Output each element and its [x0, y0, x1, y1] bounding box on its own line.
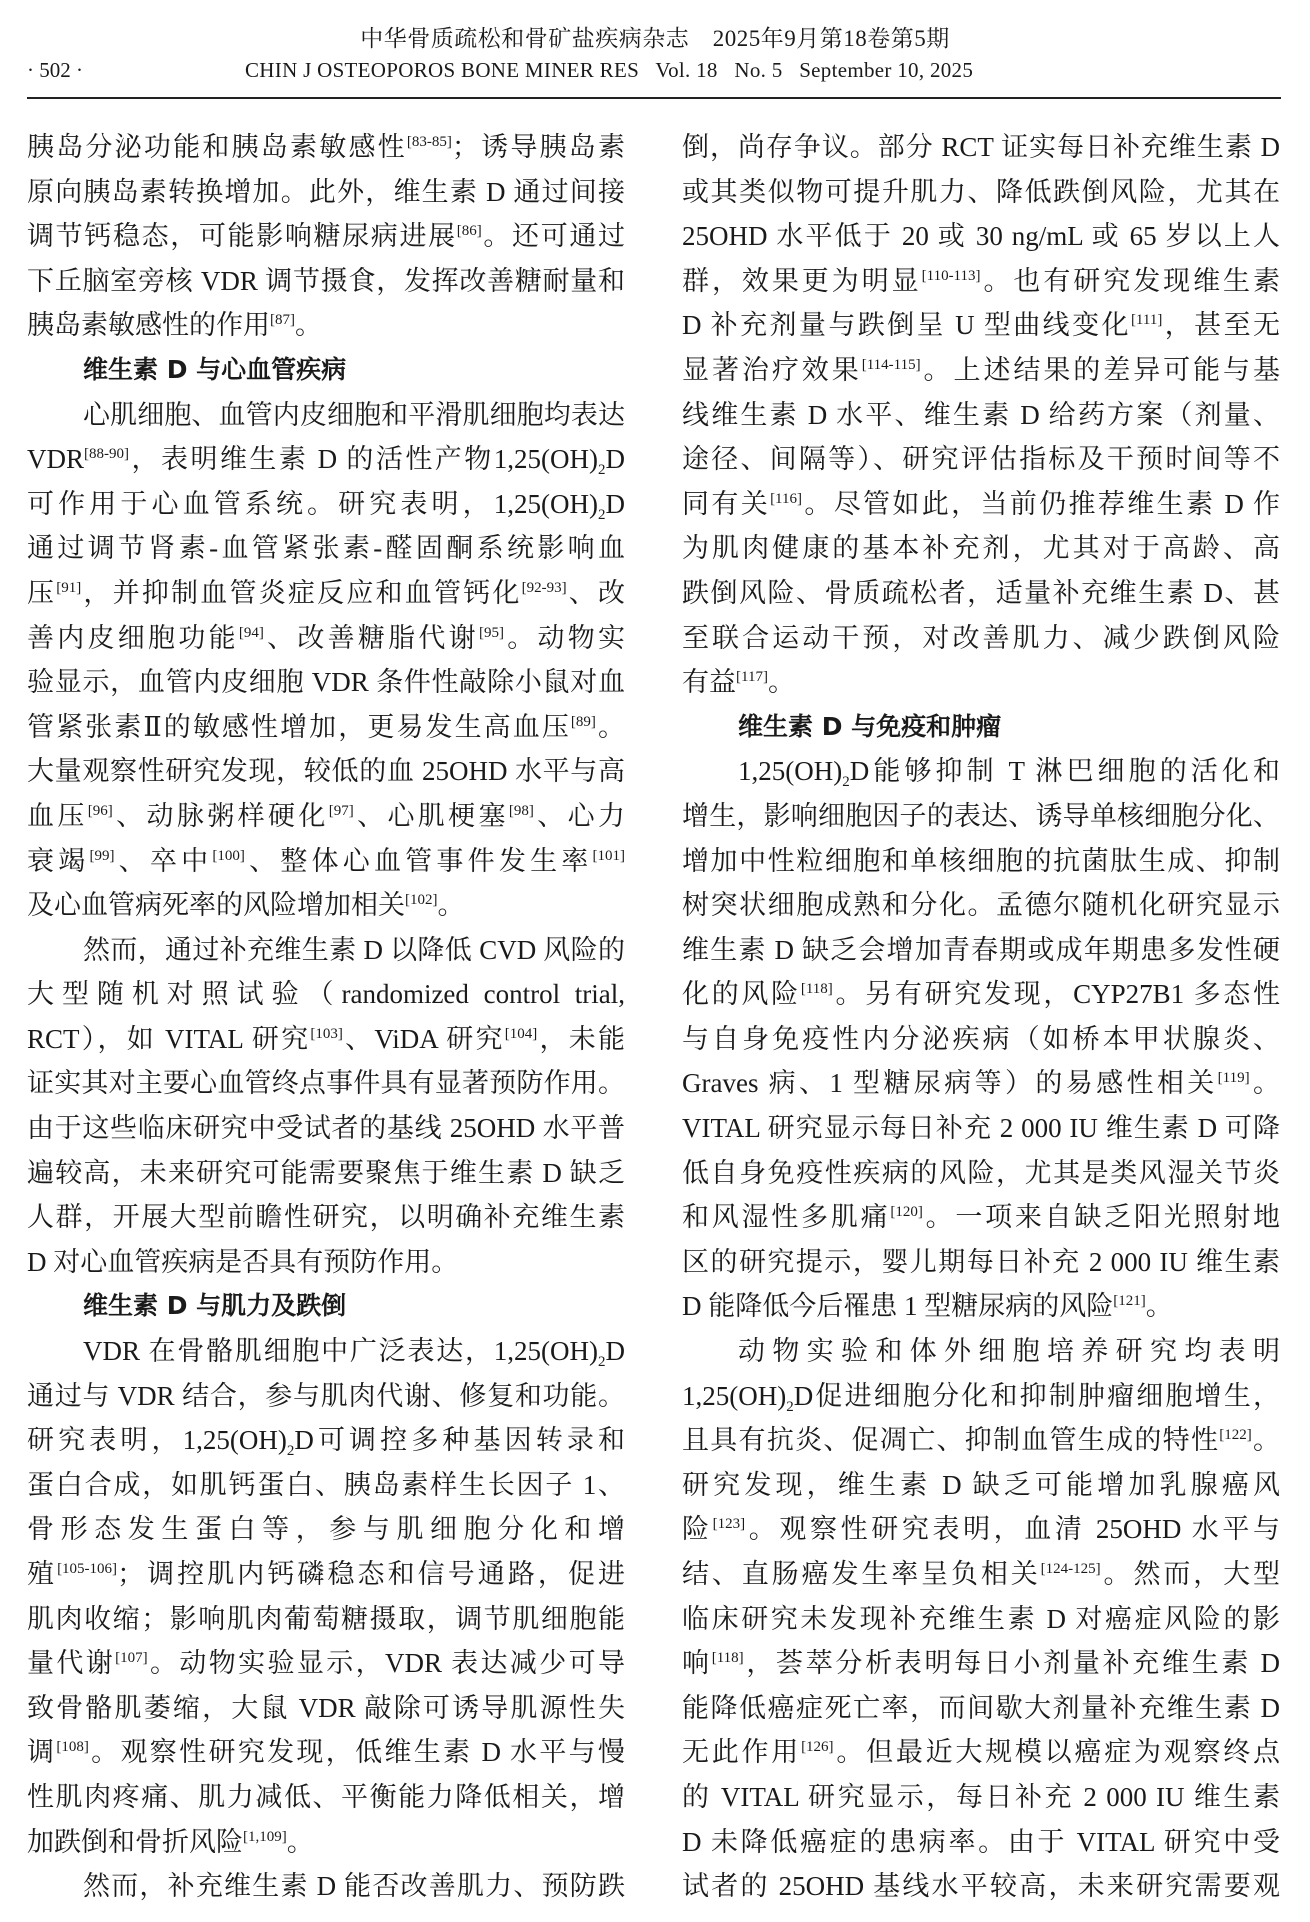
text-line [682, 1820, 1280, 1865]
text-line [27, 1641, 625, 1686]
text-line [27, 1686, 625, 1731]
text-run: 。 [286, 1826, 314, 1857]
text-run: 调 [27, 1737, 57, 1768]
text-line [27, 1061, 625, 1106]
text-run: D [605, 1336, 625, 1367]
text-run: 和风湿性多肌痛 [682, 1202, 891, 1233]
journal-title-en: CHIN J OSTEOPOROS BONE MINER RES Vol. 18 No. 5 September 10, 2025 [245, 58, 974, 82]
text-run: 、动脉粥样硬化 [112, 800, 329, 831]
text-line [682, 1641, 1280, 1686]
text-line [682, 303, 1280, 348]
text-run: 然而，通过补充维生素 D 以降低 CVD 风险的 [83, 934, 625, 965]
text-line [682, 1195, 1280, 1240]
text-run: 1,25(OH) [738, 756, 843, 787]
text-line [682, 883, 1280, 928]
text-run: 。观察性研究发现，低维生素 D 水平与慢 [88, 1737, 626, 1768]
citation-ref: [120] [890, 1204, 923, 1221]
text-run: 或其类似物可提升肌力、降低跌倒风险，尤其在 [682, 176, 1280, 207]
text-line [682, 1017, 1280, 1062]
text-line [682, 571, 1280, 616]
text-run: 下丘脑室旁核 VDR 调节摄食，发挥改善糖耐量和 [27, 265, 625, 296]
text-line [27, 1195, 625, 1240]
citation-ref: [110-113] [921, 267, 981, 284]
text-run: 与自身免疫性内分泌疾病（如桥本甲状腺炎、 [682, 1023, 1280, 1054]
text-line [27, 883, 625, 928]
text-line [27, 839, 625, 884]
text-run: 加跌倒和骨折风险 [27, 1826, 243, 1857]
text-run: 、改善糖脂代谢 [263, 622, 479, 653]
citation-ref: [101] [592, 847, 626, 864]
text-run: 胰岛素敏感性的作用 [27, 310, 270, 341]
text-line [682, 437, 1280, 482]
text-line [27, 482, 625, 527]
citation-ref: [94] [238, 624, 264, 641]
text-line [682, 616, 1280, 661]
text-run: 血压 [27, 800, 88, 831]
text-run: 树突状细胞成熟和分化。孟德尔随机化研究显示 [682, 890, 1280, 921]
text-run: 显著治疗效果 [682, 354, 862, 385]
text-run: 。也有研究发现维生素 [980, 265, 1281, 296]
text-line [27, 1507, 625, 1552]
text-run: 群，效果更为明显 [682, 265, 922, 296]
citation-ref: [103] [310, 1025, 343, 1042]
citation-ref: [107] [115, 1650, 148, 1667]
text-line [27, 794, 625, 839]
text-run: 肌肉收缩；影响肌肉葡萄糖摄取，调节肌细胞能 [27, 1603, 625, 1634]
text-run: 区的研究提示，婴儿期每日补充 2 000 IU 维生素 [682, 1246, 1280, 1277]
text-line [27, 1240, 625, 1285]
subscript: 2 [598, 462, 606, 479]
text-line [682, 1775, 1280, 1820]
text-line [27, 393, 625, 438]
left-column [27, 125, 625, 1909]
text-run: 遍较高，未来研究可能需要聚焦于维生素 D 缺乏 [27, 1157, 625, 1188]
text-line [27, 928, 625, 973]
subscript: 2 [286, 1443, 295, 1460]
text-run: 由于这些临床研究中受试者的基线 25OHD 水平普 [27, 1113, 625, 1144]
text-run: 研究发现，维生素 D 缺乏可能增加乳腺癌风 [682, 1469, 1280, 1500]
text-run: RCT），如 VITAL 研究 [27, 1023, 311, 1054]
text-line [27, 705, 625, 750]
text-line [27, 1775, 625, 1820]
text-run: 可作用于心血管系统。研究表明，1,25(OH) [27, 488, 598, 519]
text-line [682, 794, 1280, 839]
text-run: 压 [27, 577, 57, 608]
text-run: ，未能 [537, 1023, 626, 1054]
text-run: 无此作用 [682, 1737, 802, 1768]
text-run: D促进细胞分化和抑制肿瘤细胞增生， [793, 1380, 1280, 1411]
citation-ref: [100] [212, 847, 245, 864]
text-line [682, 1463, 1280, 1508]
text-run: ，甚至无 [1162, 310, 1280, 341]
citation-ref: [117] [736, 669, 768, 686]
text-run: 倒，尚存争议。部分 RCT 证实每日补充维生素 D [682, 132, 1280, 162]
text-line [27, 1017, 625, 1062]
text-line [27, 170, 625, 215]
text-run: D [605, 488, 625, 519]
citation-ref: [92-93] [521, 579, 567, 596]
text-run: ，荟萃分析表明每日小剂量补充维生素 D [743, 1648, 1281, 1679]
text-run: 增加中性粒细胞和单核细胞的抗菌肽生成、抑制 [682, 845, 1280, 876]
citation-ref: [86] [456, 223, 482, 240]
text-line [682, 348, 1280, 393]
text-line [682, 1106, 1280, 1151]
citation-ref: [83-85] [406, 134, 452, 150]
text-run: 。 [1249, 1068, 1280, 1099]
citation-ref: [91] [56, 579, 82, 596]
text-run: 原向胰岛素转换增加。此外，维生素 D 通过间接 [27, 176, 625, 207]
text-line [27, 571, 625, 616]
text-run: 研究表明，1,25(OH) [27, 1425, 287, 1456]
citation-ref: [121] [1113, 1293, 1146, 1310]
text-run: 心肌细胞、血管内皮细胞和平滑肌细胞均表达 [83, 399, 625, 430]
text-run: 险 [682, 1514, 713, 1545]
text-run: 、整体心血管事件发生率 [244, 845, 593, 876]
text-line [682, 393, 1280, 438]
text-line [27, 1329, 625, 1374]
text-line [27, 1151, 625, 1196]
text-run: D可调控多种基因转录和 [294, 1425, 626, 1456]
text-run: D 对心血管疾病是否具有预防作用。 [27, 1246, 459, 1277]
text-run: 试者的 25OHD 基线水平较高，未来研究需要观 [682, 1871, 1280, 1902]
text-run: 维生素 D 与免疫和肿瘤 [738, 711, 1002, 741]
text-run: ，表明维生素 D 的活性产物1,25(OH) [129, 444, 598, 475]
text-run: 。动物实 [503, 622, 626, 653]
text-run: 通过与 VDR 结合，参与肌肉代谢、修复和功能。 [27, 1380, 625, 1411]
text-run: 的 VITAL 研究显示，每日补充 2 000 IU 维生素 [682, 1781, 1280, 1812]
text-line [682, 1418, 1280, 1463]
text-run: 动物实验和体外细胞培养研究均表明 [738, 1336, 1280, 1367]
text-run: 通过调节肾素-血管紧张素-醛固酮系统影响血 [27, 533, 625, 564]
text-run: D [605, 444, 625, 475]
citation-ref: [105-106] [57, 1561, 118, 1577]
text-run: 。观察性研究表明，血清 25OHD 水平与 [745, 1514, 1281, 1545]
text-line [682, 170, 1280, 215]
text-run: 低自身免疫性疾病的风险，尤其是类风湿关节炎 [682, 1157, 1280, 1188]
text-run: 至联合运动干预，对改善肌力、减少跌倒风险 [682, 622, 1280, 653]
citation-ref: [89] [570, 713, 596, 730]
text-line [27, 259, 625, 304]
text-line [682, 482, 1280, 527]
text-run: 维生素 D 与心血管疾病 [83, 354, 347, 384]
section-heading [27, 348, 625, 393]
citation-ref: [1,109] [243, 1828, 287, 1845]
text-run: 、改 [566, 577, 626, 608]
citation-ref: [118] [711, 1650, 744, 1667]
text-line [682, 526, 1280, 571]
text-run: 管紧张素Ⅱ的敏感性增加，更易发生高血压 [27, 711, 571, 742]
text-run: 然而，补充维生素 D 能否改善肌力、预防跌 [83, 1871, 625, 1902]
text-run: 。上述结果的差异可能与基 [920, 354, 1281, 385]
citation-ref: [118] [800, 981, 833, 998]
citation-ref: [116] [770, 490, 802, 507]
text-line [27, 1552, 625, 1597]
text-line [682, 972, 1280, 1017]
text-run: ，并抑制血管炎症反应和血管钙化 [81, 577, 522, 608]
text-run: 。 [767, 667, 795, 698]
text-run: 。动物实验显示，VDR 表达减少可导 [147, 1648, 625, 1679]
citation-ref: [96] [87, 802, 113, 819]
text-run: 蛋白合成，如肌钙蛋白、胰岛素样生长因子 1、 [27, 1469, 625, 1500]
text-run: 衰竭 [27, 845, 90, 876]
text-run: 调节钙稳态，可能影响糖尿病进展 [27, 221, 457, 252]
text-run: 有益 [682, 667, 736, 698]
text-run: 。另有研究发现，CYP27B1 多态性 [832, 979, 1280, 1010]
text-line [682, 1864, 1280, 1909]
text-line [682, 125, 1280, 170]
text-run: 跌倒风险、骨质疏松者，适量补充维生素 D、甚 [682, 577, 1280, 608]
text-run: 增生，影响细胞因子的表达、诱导单核细胞分化、 [682, 800, 1280, 831]
text-run: 大量观察性研究发现，较低的血 25OHD 水平与高 [27, 756, 625, 787]
text-run: 临床研究未发现补充维生素 D 对癌症风险的影 [682, 1603, 1280, 1634]
section-heading [682, 705, 1280, 750]
subscript: 2 [786, 1398, 794, 1415]
citation-ref: [97] [328, 802, 354, 819]
text-line [27, 660, 625, 705]
text-run: 。 [595, 711, 626, 742]
text-run: D 能降低今后罹患 1 型糖尿病的风险 [682, 1291, 1114, 1322]
right-column [682, 125, 1280, 1909]
citation-ref: [95] [478, 624, 504, 641]
text-run: 结、直肠癌发生率呈负相关 [682, 1559, 1041, 1589]
section-heading [27, 1284, 625, 1329]
text-run: 致骨骼肌萎缩，大鼠 VDR 敲除可诱导肌源性失 [27, 1692, 625, 1723]
text-line [27, 1418, 625, 1463]
citation-ref: [123] [712, 1516, 746, 1533]
text-line [27, 437, 625, 482]
text-line [27, 616, 625, 661]
text-run: Graves 病、1 型糖尿病等）的易感性相关 [682, 1068, 1218, 1099]
text-line [682, 839, 1280, 884]
citation-ref: [98] [508, 802, 534, 819]
text-run: 、心力 [533, 800, 626, 831]
subscript: 2 [598, 506, 606, 523]
text-run: 证实其对主要心血管终点事件具有显著预防作用。 [27, 1068, 625, 1099]
text-line [682, 259, 1280, 304]
text-run: D 补充剂量与跌倒呈 U 型曲线变化 [682, 310, 1131, 341]
citation-ref: [114-115] [861, 356, 921, 373]
text-line [682, 1329, 1280, 1374]
citation-ref: [99] [89, 847, 115, 864]
text-line [682, 928, 1280, 973]
header-rule [27, 97, 1281, 99]
citation-ref: [108] [56, 1739, 89, 1756]
text-run: 。还可通过 [481, 221, 625, 252]
text-run: 维生素 D 与肌力及跌倒 [83, 1291, 347, 1321]
subscript: 2 [842, 774, 850, 791]
text-line [27, 972, 625, 1017]
citation-ref: [119] [1217, 1070, 1250, 1087]
text-line [682, 1507, 1280, 1552]
text-line [27, 749, 625, 794]
text-run: 线维生素 D 水平、维生素 D 给药方案（剂量、 [682, 399, 1280, 430]
citation-ref: [122] [1219, 1427, 1252, 1444]
citation-ref: [102] [405, 892, 438, 909]
text-run: 、卒中 [114, 845, 213, 876]
text-run: 且具有抗炎、促凋亡、抑制血管生成的特性 [682, 1425, 1220, 1456]
citation-ref: [126] [801, 1739, 834, 1756]
subscript: 2 [598, 1354, 606, 1371]
text-run: 途径、间隔等）、研究评估指标及干预时间等不 [682, 444, 1280, 475]
citation-ref: [111] [1130, 312, 1163, 329]
text-line [682, 1597, 1280, 1642]
text-line [27, 1820, 625, 1865]
journal-title-cn: 中华骨质疏松和骨矿盐疾病杂志 2025年9月第18卷第5期 [360, 26, 950, 51]
citation-ref: [87] [270, 312, 295, 329]
text-line [27, 1597, 625, 1642]
text-run: 。但最近大规模以癌症为观察终点 [833, 1737, 1281, 1768]
text-run: 胰岛分泌功能和胰岛素敏感性 [27, 132, 407, 162]
text-run: 。然而，大型 [1100, 1559, 1281, 1589]
text-line [682, 1151, 1280, 1196]
text-run: 、心肌梗塞 [353, 800, 509, 831]
text-run: ；调控肌内钙磷稳态和信号通路，促进 [117, 1559, 626, 1589]
text-run: 善内皮细胞功能 [27, 622, 239, 653]
text-line [27, 1864, 625, 1909]
text-run: VITAL 研究显示每日补充 2 000 IU 维生素 D 可降 [682, 1113, 1280, 1144]
text-line [682, 214, 1280, 259]
text-run: 骨形态发生蛋白等，参与肌细胞分化和增 [27, 1514, 625, 1545]
text-run: ；诱导胰岛素 [451, 132, 626, 162]
text-run: 人群，开展大型前瞻性研究，以明确补充维生素 [27, 1202, 625, 1233]
text-run: 维生素 D 缺乏会增加青春期或成年期患多发性硬 [682, 934, 1280, 965]
text-line [27, 125, 625, 170]
text-line [682, 1374, 1280, 1419]
citation-ref: [104] [504, 1025, 538, 1042]
text-line [27, 1463, 625, 1508]
text-line [27, 1730, 625, 1775]
text-run: 化的风险 [682, 979, 801, 1010]
text-run: 能降低癌症死亡率，而间歇大剂量补充维生素 D [682, 1692, 1280, 1723]
text-line [682, 660, 1280, 705]
text-run: 。 [1145, 1291, 1173, 1322]
text-run: 。 [1251, 1425, 1281, 1456]
text-run: 验显示，血管内皮细胞 VDR 条件性敲除小鼠对血 [27, 667, 625, 698]
text-line [682, 1730, 1280, 1775]
text-run: 25OHD 水平低于 20 或 30 ng/mL 或 65 岁以上人 [682, 221, 1280, 252]
text-line [682, 1686, 1280, 1731]
text-run: 、ViDA 研究 [342, 1023, 505, 1054]
text-run: 量代谢 [27, 1648, 116, 1679]
text-run: 。 [437, 890, 465, 921]
text-run: 为肌肉健康的基本补充剂，尤其对于高龄、高 [682, 533, 1280, 564]
text-run: 殖 [27, 1559, 58, 1589]
text-run: 。尽管如此，当前仍推荐维生素 D 作 [802, 488, 1281, 519]
text-run: 。一项来自缺乏阳光照射地 [922, 1202, 1281, 1233]
text-run: VDR [27, 444, 85, 475]
text-line [682, 749, 1280, 794]
text-run: 同有关 [682, 488, 771, 519]
text-line [682, 1061, 1280, 1106]
text-run: 性肌肉疼痛、肌力减低、平衡能力降低相关，增 [27, 1781, 625, 1812]
citation-ref: [88-90] [84, 446, 130, 463]
text-line [682, 1552, 1280, 1597]
text-run: 。 [295, 310, 322, 341]
text-run: 及心血管病死率的风险增加相关 [27, 890, 405, 921]
text-line [27, 214, 625, 259]
text-run: 大型随机对照试验（randomized control trial, [27, 979, 625, 1010]
text-line [682, 1284, 1280, 1329]
text-line [27, 303, 625, 348]
page-number: · 502 · [27, 58, 83, 82]
text-line [682, 1240, 1280, 1285]
text-run: D能够抑制 T 淋巴细胞的活化和 [849, 756, 1280, 787]
citation-ref: [124-125] [1040, 1561, 1101, 1577]
text-line [27, 1106, 625, 1151]
text-line [27, 1374, 625, 1419]
text-line [27, 526, 625, 571]
text-run: D 未降低癌症的患病率。由于 VITAL 研究中受 [682, 1826, 1280, 1857]
text-run: 1,25(OH) [682, 1380, 787, 1411]
text-run: 响 [682, 1648, 712, 1679]
text-run: VDR 在骨骼肌细胞中广泛表达，1,25(OH) [83, 1336, 598, 1367]
